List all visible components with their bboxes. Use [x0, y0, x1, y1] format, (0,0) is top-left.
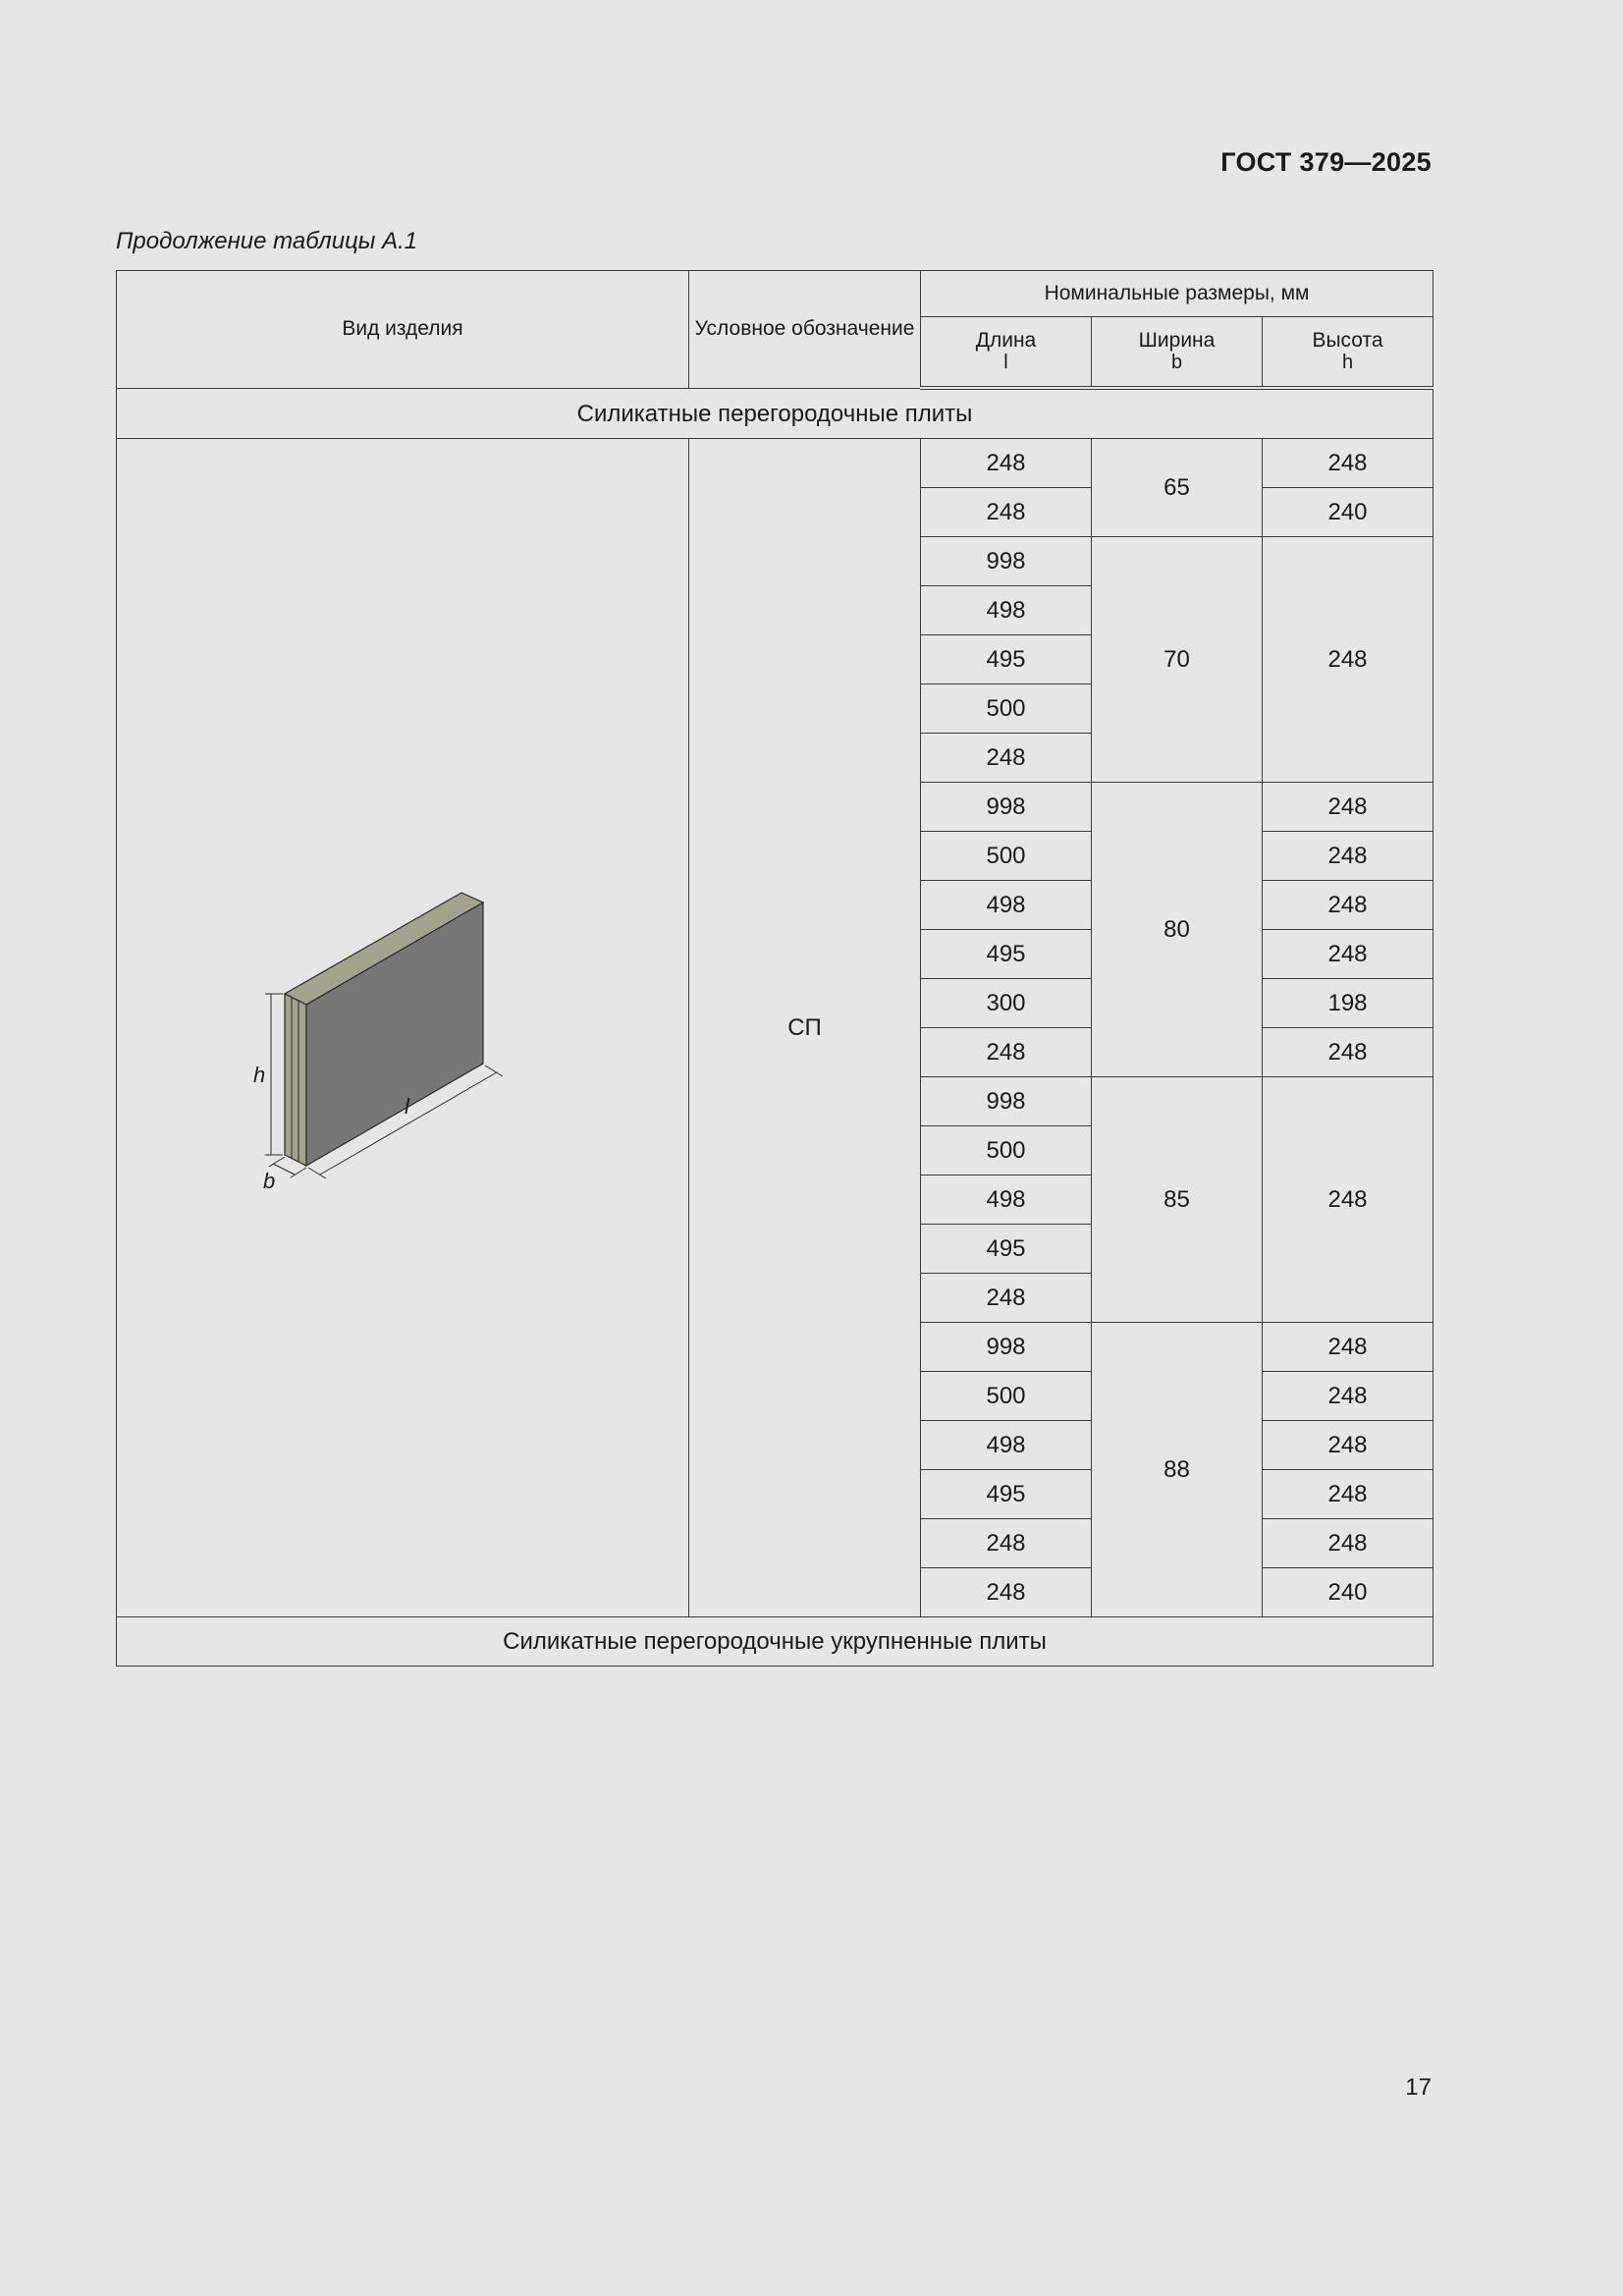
width-cell: 80 [1092, 783, 1263, 1077]
length-cell: 248 [921, 1519, 1092, 1568]
length-cell: 498 [921, 1175, 1092, 1225]
length-cell: 248 [921, 1568, 1092, 1617]
length-cell: 495 [921, 635, 1092, 684]
height-cell: 248 [1263, 1470, 1434, 1519]
height-cell: 248 [1263, 1421, 1434, 1470]
length-cell: 998 [921, 783, 1092, 832]
height-cell: 248 [1263, 783, 1434, 832]
length-cell: 248 [921, 1274, 1092, 1323]
height-cell: 248 [1263, 1519, 1434, 1568]
length-cell: 248 [921, 734, 1092, 783]
length-cell: 998 [921, 537, 1092, 586]
label-h: h [253, 1062, 266, 1087]
height-cell: 248 [1263, 930, 1434, 979]
length-cell: 300 [921, 979, 1092, 1028]
section-row [117, 1617, 1434, 1667]
header-length: Длина l [921, 317, 1092, 389]
length-cell: 248 [921, 488, 1092, 537]
width-cell: 88 [1092, 1323, 1263, 1617]
label-l: l [405, 1093, 409, 1119]
length-cell: 500 [921, 1372, 1092, 1421]
height-cell: 248 [1263, 1372, 1434, 1421]
length-cell: 498 [921, 586, 1092, 635]
length-cell: 998 [921, 1323, 1092, 1372]
product-figure [117, 439, 689, 1617]
length-cell: 500 [921, 684, 1092, 734]
label-b: b [263, 1168, 276, 1190]
width-cell: 70 [1092, 537, 1263, 783]
height-cell: 248 [1263, 439, 1434, 488]
header-nominal-sizes: Номинальные размеры, мм [921, 271, 1434, 317]
height-cell: 248 [1263, 537, 1434, 783]
height-cell: 248 [1263, 832, 1434, 881]
partition-slab-drawing [236, 866, 569, 1190]
height-cell: 198 [1263, 979, 1434, 1028]
height-cell: 248 [1263, 881, 1434, 930]
designation-cell: СП [689, 439, 921, 1617]
section-title: Силикатные перегородочные укрупненные плиты [117, 1617, 1434, 1667]
width-cell: 65 [1092, 439, 1263, 537]
length-cell: 495 [921, 1470, 1092, 1519]
height-cell: 248 [1263, 1323, 1434, 1372]
height-cell: 248 [1263, 1077, 1434, 1323]
height-cell: 240 [1263, 488, 1434, 537]
length-cell: 998 [921, 1077, 1092, 1126]
length-cell: 500 [921, 1126, 1092, 1175]
header-height: Высота h [1263, 317, 1434, 389]
length-cell: 495 [921, 1225, 1092, 1274]
length-cell: 248 [921, 1028, 1092, 1077]
table-row [117, 439, 1434, 488]
table-caption: Продолжение таблицы А.1 [116, 228, 418, 254]
length-cell: 248 [921, 439, 1092, 488]
length-cell: 500 [921, 832, 1092, 881]
dimensions-table [116, 270, 1434, 1667]
length-cell: 495 [921, 930, 1092, 979]
height-cell: 248 [1263, 1028, 1434, 1077]
document-code: ГОСТ 379—2025 [1220, 147, 1432, 177]
header-product-type: Вид изделия [117, 271, 689, 389]
page-number: 17 [1405, 2074, 1432, 2101]
height-cell: 240 [1263, 1568, 1434, 1617]
header-designation: Условное обозначение [689, 271, 921, 389]
section-title: Силикатные перегородочные плиты [117, 388, 1434, 439]
width-cell: 85 [1092, 1077, 1263, 1323]
header-width: Ширина b [1092, 317, 1263, 389]
length-cell: 498 [921, 1421, 1092, 1470]
length-cell: 498 [921, 881, 1092, 930]
